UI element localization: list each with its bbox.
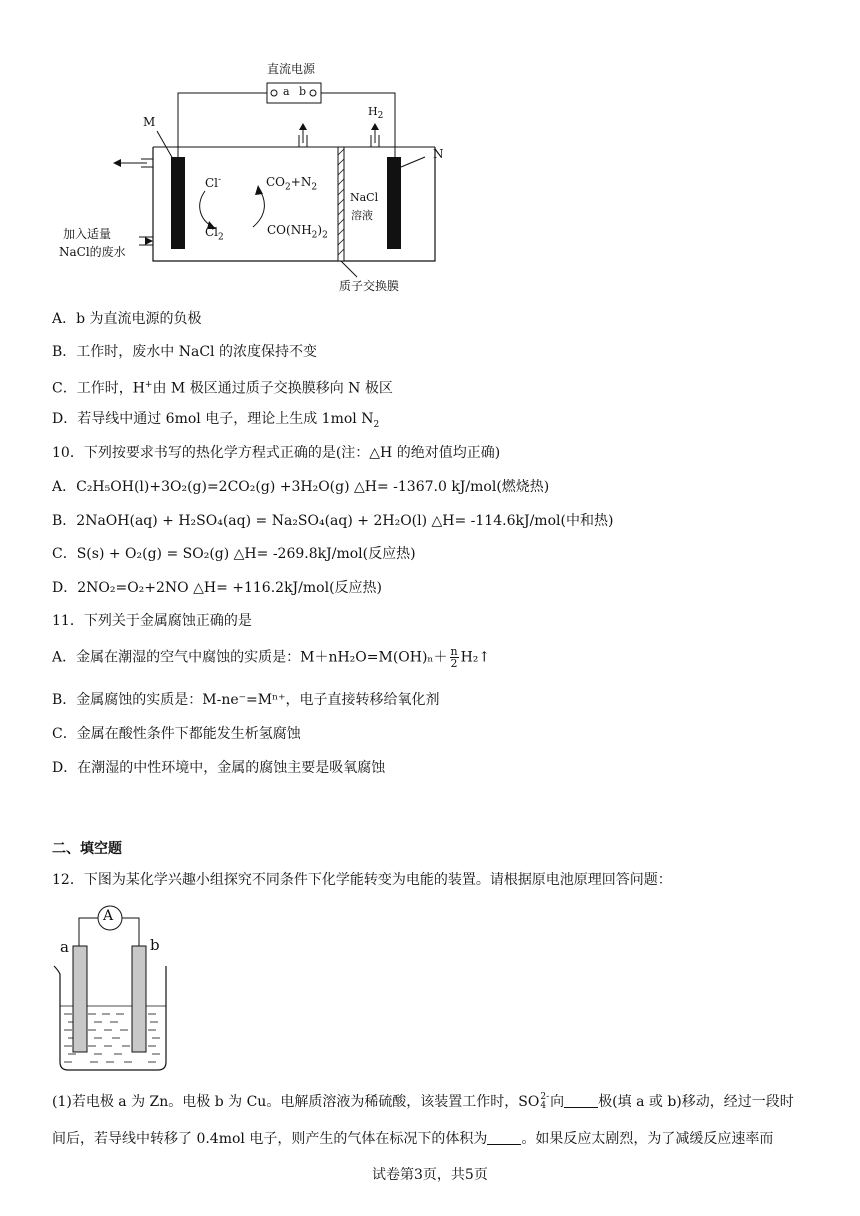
- terminal-a-label: a: [283, 85, 290, 98]
- urea-label: $CO(NH_2)_2$: [267, 223, 328, 241]
- electrolysis-diagram: [55, 55, 475, 295]
- galvanic-cell-diagram: [50, 900, 180, 1075]
- nacl-label: NaCl: [350, 191, 379, 204]
- fraction-n-over-2: $\frac{n}{2}$: [450, 645, 458, 670]
- q11-option-c: C．金属在酸性条件下都能发生析氢腐蚀: [52, 726, 301, 742]
- cl-minus-label: Cl-: [205, 175, 222, 190]
- q10-option-d: D．2NO₂=O₂+2NO △H= +116.2kJ/mol(反应热): [52, 580, 382, 596]
- q9-option-b: B．工作时，废水中 NaCl 的浓度保持不变: [52, 344, 317, 360]
- q10-option-b: B．2NaOH(aq) + H₂SO₄(aq) = Na₂SO₄(aq) + 2H₂O(l) △H= -114.6kJ/mol(中和热): [52, 513, 614, 529]
- membrane-label: 质子交换膜: [339, 279, 400, 293]
- q12-part1-line2: 间后，若导线中转移了 0.4mol 电子，则产生的气体在标况下的体积为 。如果反应太剧烈，为了减缓反应速率而: [52, 1131, 774, 1147]
- answer-blank-1[interactable]: [564, 1093, 598, 1108]
- q12-stem: 12．下图为某化学兴趣小组探究不同条件下化学能转变为电能的装置。请根据原电池原理回答问题：: [52, 872, 672, 888]
- page-footer: 试卷第3页，共5页: [372, 1167, 488, 1183]
- terminal-b-label: b: [299, 85, 307, 98]
- galvanic-cell-svg: [50, 900, 180, 1075]
- solution-label: 溶液: [351, 209, 373, 222]
- electrode-m-label: M: [143, 115, 156, 129]
- h2-label: $H_2$: [368, 105, 384, 122]
- co2-n2-label: $CO_2+N_2$: [266, 175, 318, 193]
- q10-option-c: C．S(s) + O₂(g) = SO₂(g) △H= -269.8kJ/mol(反应热): [52, 546, 416, 562]
- q9-option-d: D．若导线中通过 6mol 电子，理论上生成 1mol $N_2$: [52, 411, 380, 430]
- answer-blank-2[interactable]: [487, 1130, 521, 1145]
- q11-option-d: D．在潮湿的中性环境中，金属的腐蚀主要是吸氧腐蚀: [52, 760, 386, 776]
- q9-option-a: A．b 为直流电源的负极: [52, 311, 202, 327]
- q11-stem: 11．下列关于金属腐蚀正确的是: [52, 613, 252, 629]
- q10-option-a: A．C₂H₅OH(l)+3O₂(g)=2CO₂(g) +3H₂O(g) △H= -1367.0 kJ/mol(燃烧热): [52, 479, 550, 495]
- inlet-label-line2: NaCl的废水: [59, 245, 126, 259]
- q11-option-a: A．金属在潮湿的空气中腐蚀的实质是：M＋nH₂O=M(OH)ₙ＋ $\frac{n}{2}$ H₂↑: [52, 645, 491, 670]
- q10-stem: 10．下列按要求书写的热化学方程式正确的是(注：△H 的绝对值均正确): [52, 445, 501, 461]
- inlet-label-line1: 加入适量: [63, 227, 112, 241]
- electrode-a-label: a: [60, 938, 69, 956]
- q11-option-b: B．金属腐蚀的实质是：M-ne⁻=Mⁿ⁺，电子直接转移给氧化剂: [52, 692, 440, 708]
- power-supply-label: 直流电源: [267, 62, 316, 76]
- electrode-n-label: N: [433, 147, 444, 161]
- cl2-label: $Cl_2$: [205, 225, 224, 243]
- section-title: 二、填空题: [52, 841, 122, 857]
- q9-option-c: C．工作时，H+由 M 极区通过质子交换膜移向 N 极区: [52, 380, 393, 397]
- electrode-b-label: b: [150, 936, 160, 954]
- q12-part1-line1: (1)若电极 a 为 Zn。电极 b 为 Cu。电解质溶液为稀硫酸，该装置工作时，SO 2- 4 向 极(填 a 或 b)移动，经过一段时: [52, 1092, 794, 1111]
- ammeter-label: A: [103, 908, 114, 924]
